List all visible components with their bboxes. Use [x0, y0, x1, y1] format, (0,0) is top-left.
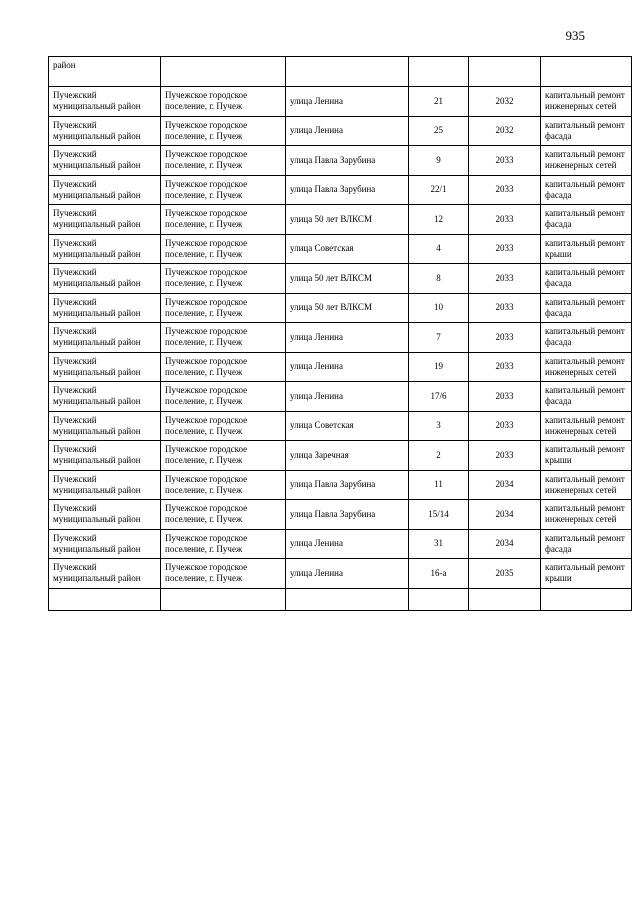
street-cell: улица Советская: [286, 234, 409, 264]
settlement-cell: Пучежское городское поселение, г. Пучеж: [161, 382, 286, 412]
year-cell: 2032: [469, 116, 541, 146]
table-row: [49, 264, 632, 294]
street-cell: улица Павла Зарубина: [286, 470, 409, 500]
street-cell: улица Ленина: [286, 559, 409, 589]
house-number-cell: 10: [409, 293, 469, 323]
street-cell: улица Ленина: [286, 116, 409, 146]
district-cell: Пучежский муниципальный район: [49, 293, 161, 323]
house-number-cell: 3: [409, 411, 469, 441]
table-row: [49, 411, 632, 441]
year-cell: 2033: [469, 382, 541, 412]
settlement-cell: [161, 588, 286, 610]
settlement-cell: Пучежское городское поселение, г. Пучеж: [161, 264, 286, 294]
settlement-cell: Пучежское городское поселение, г. Пучеж: [161, 293, 286, 323]
repair-type-cell: капитальный ремонт фасада: [541, 293, 632, 323]
table-row: [49, 500, 632, 530]
district-cell: Пучежский муниципальный район: [49, 559, 161, 589]
table-row: [49, 234, 632, 264]
repairs-table: [48, 56, 632, 611]
repair-type-cell: [541, 57, 632, 87]
table-row-partial-top: [49, 57, 632, 87]
street-cell: улица 50 лет ВЛКСМ: [286, 293, 409, 323]
year-cell: 2033: [469, 293, 541, 323]
house-number-cell: 8: [409, 264, 469, 294]
table-row: [49, 352, 632, 382]
repair-type-cell: капитальный ремонт фасада: [541, 205, 632, 235]
district-cell: Пучежский муниципальный район: [49, 205, 161, 235]
year-cell: [469, 588, 541, 610]
settlement-cell: Пучежское городское поселение, г. Пучеж: [161, 146, 286, 176]
house-number-cell: 31: [409, 529, 469, 559]
repair-type-cell: капитальный ремонт инженерных сетей: [541, 146, 632, 176]
district-cell: Пучежский муниципальный район: [49, 264, 161, 294]
settlement-cell: Пучежское городское поселение, г. Пучеж: [161, 529, 286, 559]
repair-type-cell: капитальный ремонт фасада: [541, 264, 632, 294]
house-number-cell: 17/6: [409, 382, 469, 412]
year-cell: 2034: [469, 500, 541, 530]
street-cell: улица 50 лет ВЛКСМ: [286, 264, 409, 294]
year-cell: 2033: [469, 411, 541, 441]
street-cell: улица Ленина: [286, 323, 409, 353]
district-cell: Пучежский муниципальный район: [49, 234, 161, 264]
year-cell: [469, 57, 541, 87]
repair-type-cell: капитальный ремонт фасада: [541, 116, 632, 146]
repair-type-cell: капитальный ремонт фасада: [541, 323, 632, 353]
year-cell: 2033: [469, 205, 541, 235]
year-cell: 2033: [469, 146, 541, 176]
repair-type-cell: капитальный ремонт инженерных сетей: [541, 352, 632, 382]
year-cell: 2033: [469, 175, 541, 205]
district-cell: Пучежский муниципальный район: [49, 470, 161, 500]
repair-type-cell: капитальный ремонт инженерных сетей: [541, 500, 632, 530]
table-row: [49, 529, 632, 559]
street-cell: улица Заречная: [286, 441, 409, 471]
settlement-cell: Пучежское городское поселение, г. Пучеж: [161, 116, 286, 146]
street-cell: улица 50 лет ВЛКСМ: [286, 205, 409, 235]
settlement-cell: Пучежское городское поселение, г. Пучеж: [161, 411, 286, 441]
district-cell: Пучежский муниципальный район: [49, 441, 161, 471]
settlement-cell: Пучежское городское поселение, г. Пучеж: [161, 441, 286, 471]
house-number-cell: 11: [409, 470, 469, 500]
repair-type-cell: капитальный ремонт крыши: [541, 441, 632, 471]
year-cell: 2035: [469, 559, 541, 589]
house-number-cell: [409, 57, 469, 87]
table-row: [49, 470, 632, 500]
street-cell: улица Ленина: [286, 382, 409, 412]
street-cell: улица Павла Зарубина: [286, 146, 409, 176]
settlement-cell: Пучежское городское поселение, г. Пучеж: [161, 234, 286, 264]
street-cell: улица Ленина: [286, 87, 409, 117]
repair-type-cell: [541, 588, 632, 610]
house-number-cell: 12: [409, 205, 469, 235]
district-cell: Пучежский муниципальный район: [49, 87, 161, 117]
house-number-cell: 25: [409, 116, 469, 146]
year-cell: 2033: [469, 234, 541, 264]
house-number-cell: 2: [409, 441, 469, 471]
table-row: [49, 175, 632, 205]
street-cell: улица Павла Зарубина: [286, 500, 409, 530]
table-row: [49, 87, 632, 117]
settlement-cell: [161, 57, 286, 87]
table-row: [49, 205, 632, 235]
settlement-cell: Пучежское городское поселение, г. Пучеж: [161, 559, 286, 589]
settlement-cell: Пучежское городское поселение, г. Пучеж: [161, 323, 286, 353]
settlement-cell: Пучежское городское поселение, г. Пучеж: [161, 175, 286, 205]
repair-type-cell: капитальный ремонт крыши: [541, 234, 632, 264]
repair-type-cell: капитальный ремонт инженерных сетей: [541, 411, 632, 441]
house-number-cell: 7: [409, 323, 469, 353]
house-number-cell: 21: [409, 87, 469, 117]
district-cell: Пучежский муниципальный район: [49, 411, 161, 441]
street-cell: [286, 588, 409, 610]
table-row: [49, 441, 632, 471]
district-cell: Пучежский муниципальный район: [49, 352, 161, 382]
house-number-cell: 19: [409, 352, 469, 382]
district-cell: Пучежский муниципальный район: [49, 529, 161, 559]
house-number-cell: 22/1: [409, 175, 469, 205]
repair-type-cell: капитальный ремонт крыши: [541, 559, 632, 589]
table-row: [49, 382, 632, 412]
street-cell: улица Ленина: [286, 529, 409, 559]
street-cell: улица Павла Зарубина: [286, 175, 409, 205]
repair-type-cell: капитальный ремонт фасада: [541, 382, 632, 412]
table-row-partial-bottom: [49, 588, 632, 610]
settlement-cell: Пучежское городское поселение, г. Пучеж: [161, 205, 286, 235]
settlement-cell: Пучежское городское поселение, г. Пучеж: [161, 470, 286, 500]
year-cell: 2033: [469, 352, 541, 382]
settlement-cell: Пучежское городское поселение, г. Пучеж: [161, 352, 286, 382]
year-cell: 2032: [469, 87, 541, 117]
street-cell: улица Советская: [286, 411, 409, 441]
repair-type-cell: капитальный ремонт инженерных сетей: [541, 87, 632, 117]
district-cell: район: [49, 57, 161, 87]
district-cell: Пучежский муниципальный район: [49, 175, 161, 205]
settlement-cell: Пучежское городское поселение, г. Пучеж: [161, 87, 286, 117]
house-number-cell: 16-а: [409, 559, 469, 589]
repairs-table-body: [49, 57, 632, 611]
year-cell: 2033: [469, 441, 541, 471]
house-number-cell: 9: [409, 146, 469, 176]
district-cell: Пучежский муниципальный район: [49, 500, 161, 530]
district-cell: Пучежский муниципальный район: [49, 116, 161, 146]
repair-type-cell: капитальный ремонт фасада: [541, 529, 632, 559]
year-cell: 2034: [469, 470, 541, 500]
settlement-cell: Пучежское городское поселение, г. Пучеж: [161, 500, 286, 530]
table-row: [49, 559, 632, 589]
repair-type-cell: капитальный ремонт фасада: [541, 175, 632, 205]
table-row: [49, 116, 632, 146]
district-cell: Пучежский муниципальный район: [49, 382, 161, 412]
year-cell: 2033: [469, 323, 541, 353]
table-row: [49, 323, 632, 353]
street-cell: [286, 57, 409, 87]
district-cell: Пучежский муниципальный район: [49, 323, 161, 353]
year-cell: 2033: [469, 264, 541, 294]
table-row: [49, 146, 632, 176]
repair-type-cell: капитальный ремонт инженерных сетей: [541, 470, 632, 500]
house-number-cell: [409, 588, 469, 610]
table-row: [49, 293, 632, 323]
street-cell: улица Ленина: [286, 352, 409, 382]
district-cell: [49, 588, 161, 610]
house-number-cell: 15/14: [409, 500, 469, 530]
page-number: 935: [565, 28, 585, 43]
district-cell: Пучежский муниципальный район: [49, 146, 161, 176]
year-cell: 2034: [469, 529, 541, 559]
house-number-cell: 4: [409, 234, 469, 264]
